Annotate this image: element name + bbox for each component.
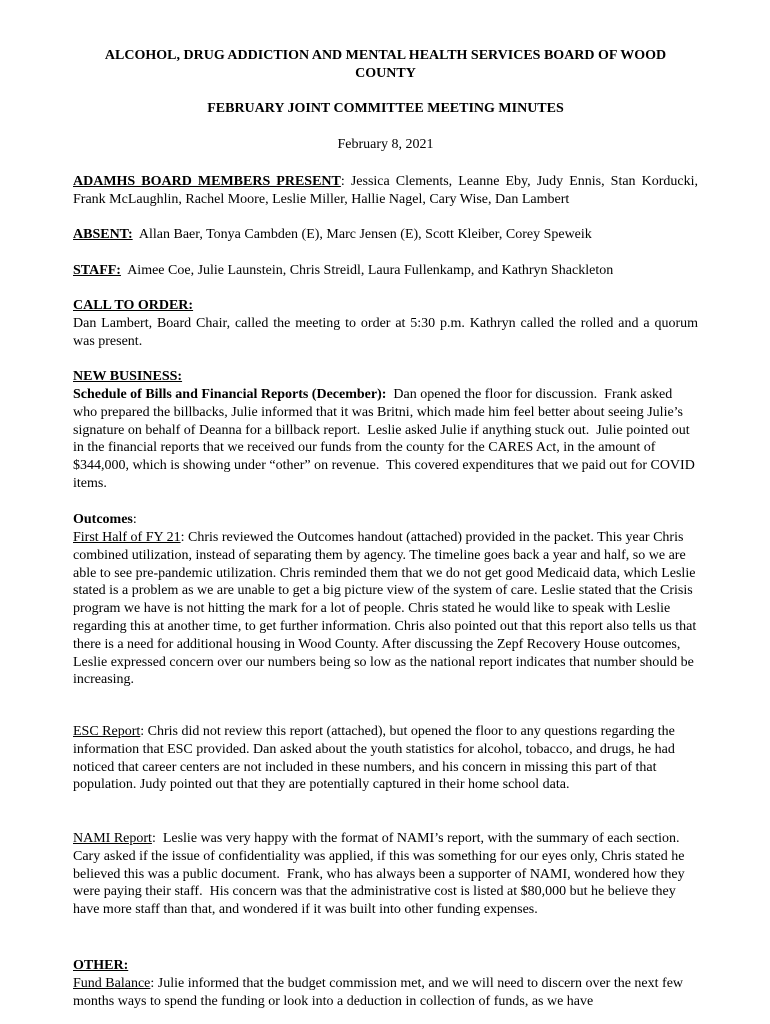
call-to-order-text: Dan Lambert, Board Chair, called the meeting to order at 5:30 p.m. Kathryn called the rolled and a quorum was present.	[73, 316, 698, 349]
esc-report-text: : Chris did not review this report (attached), but opened the floor to any questions regarding the information that ESC provided. Dan asked about the youth statistics for alcohol, tobacco, and drugs, he had noticed that career centers are not included in these numbers, and his concern in missing this part of that population. Judy pointed out that they are potentially captured in their home school data.	[73, 724, 675, 793]
document-body	[73, 47, 699, 1009]
first-half-paragraph	[73, 529, 698, 689]
outcomes-colon: :	[132, 512, 137, 527]
fund-balance-text: : Julie informed that the budget commission met, and we will need to discern over the next few months ways to spend the funding or look into a deduction in collection of funds, as we have	[73, 976, 684, 1009]
nami-report-label: NAMI Report	[73, 831, 152, 846]
members-present-paragraph	[73, 173, 698, 209]
meeting-date: February 8, 2021	[337, 137, 434, 152]
organization-title: ALCOHOL, DRUG ADDICTION AND MENTAL HEALTH SERVICES BOARD OF WOOD COUNTY	[104, 48, 667, 81]
first-half-label: First Half of FY 21	[73, 530, 181, 545]
nami-report-paragraph	[73, 830, 698, 919]
outcomes-label: Outcomes	[73, 512, 133, 527]
bills-label: Schedule of Bills and Financial Reports (December):	[73, 387, 387, 402]
bills-paragraph	[73, 386, 698, 493]
esc-report-paragraph	[73, 723, 698, 794]
first-half-text: : Chris reviewed the Outcomes handout (attached) provided in the packet. This year Chris combined utilization, instead of separating them by agency. The timeline goes back a year and half, so we are able to see pre-pandemic utilization. Chris reminded them that we do not get good Medicaid data, which Leslie stated is a problem as we are unable to get a big picture view of the system of care. Leslie stated that the Crisis program we have is not hitting the mark for a lot of people. Chris stated he would like to speak with Leslie regarding this at another time, to get further information. Chris also pointed out that this report also tells us that there is a need for additional housing in Wood County. After discussing the Zepf Recovery House outcomes, Leslie expressed concern over our numbers being so low as the national report indicates that number should be increasing.	[73, 530, 697, 688]
outcomes-heading	[73, 511, 698, 529]
staff-label: STAFF:	[73, 263, 121, 278]
staff-paragraph	[73, 262, 698, 280]
call-to-order-heading: CALL TO ORDER:	[73, 298, 194, 313]
esc-report-label: ESC Report	[73, 724, 141, 739]
staff-list: Aimee Coe, Julie Launstein, Chris Streidl, Laura Fullenkamp, and Kathryn Shackleton	[120, 263, 614, 278]
nami-report-text: : Leslie was very happy with the format of NAMI’s report, with the summary of each section. Cary asked if the issue of confidentiality was applied, if this was something for our eyes only, Chris stated he believed this was a public document. Frank, who has always been a supporter of NAMI, wondered how they were paying their staff. His concern was that the administrative cost is listed at $80,000 but he believe they have more staff than that, and wondered if it was built into other funding expenses.	[73, 831, 689, 918]
fund-balance-label: Fund Balance	[73, 976, 151, 991]
members-present-list: : Jessica Clements, Leanne Eby, Judy Ennis, Stan Korducki, Frank McLaughlin, Rachel Moore, Leslie Miller, Hallie Nagel, Cary Wise, Dan Lambert	[73, 174, 698, 207]
members-present-label: ADAMHS BOARD MEMBERS PRESENT	[73, 174, 341, 189]
other-heading: OTHER:	[73, 958, 129, 973]
new-business-heading: NEW BUSINESS:	[73, 369, 183, 384]
absent-paragraph	[73, 226, 698, 244]
fund-balance-paragraph	[73, 975, 698, 1011]
document-title: FEBRUARY JOINT COMMITTEE MEETING MINUTES	[207, 101, 564, 116]
absent-label: ABSENT:	[73, 227, 133, 242]
absent-list: Allan Baer, Tonya Cambden (E), Marc Jensen (E), Scott Kleiber, Corey Speweik	[132, 227, 592, 242]
bills-text: Dan opened the floor for discussion. Frank asked who prepared the billbacks, Julie informed that it was Britni, which made him feel better about seeing Julie’s signature on behalf of Deanna for a billback report. Leslie asked Julie if anything stuck out. Julie pointed out in the financial reports that we received our funds from the county for the CARES Act, in the amount of $344,000, which is showing under “other” on revenue. This covered expenditures that we paid out for COVID items.	[73, 387, 699, 491]
